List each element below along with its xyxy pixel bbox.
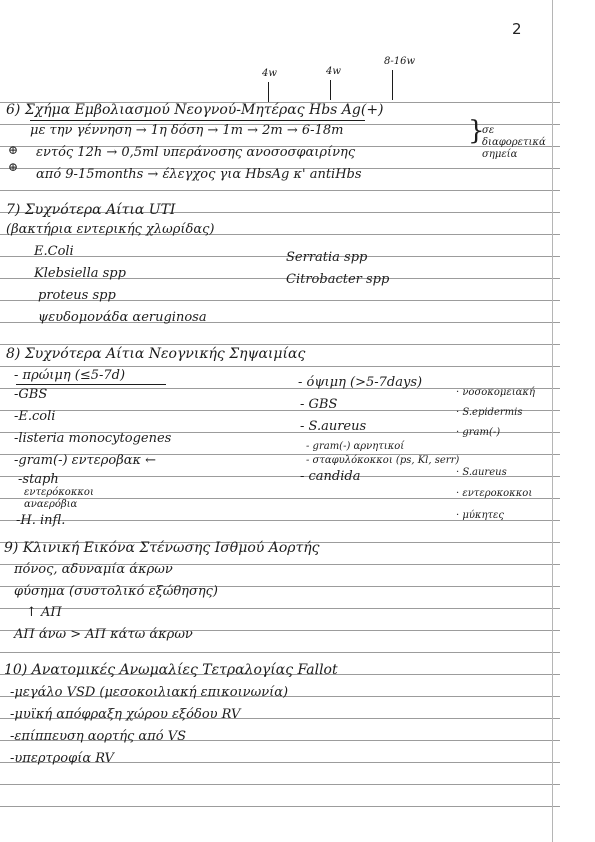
section-6-line: από 9-15months → έλεγχος για HbsAg κ' antiHbs [36, 167, 362, 182]
list-item: Citrobacter spp [286, 272, 390, 287]
section-7-title: 7) Συχνότερα Αίτια UTI [6, 202, 176, 218]
title-underline [30, 120, 365, 121]
brace-icon: } [468, 116, 485, 146]
list-item: πόνος, αδυναμία άκρων [14, 562, 173, 577]
list-item: Serratia spp [286, 250, 368, 265]
list-item: · S.epidermis [456, 407, 523, 418]
list-item: -staph [18, 472, 59, 487]
list-item: · νοσοκομειακή [456, 387, 535, 398]
list-item: -listeria monocytogenes [14, 431, 172, 446]
margin-line [552, 0, 553, 842]
early-onset-heading: - πρώιμη (≤5-7d) [14, 368, 126, 383]
ruled-line [0, 784, 560, 785]
list-item: φύσημα (συστολικό εξώθησης) [14, 584, 218, 599]
list-item: ψευδομονάδα αeruginosa [38, 310, 207, 325]
plus-circle-icon: ⊕ [8, 143, 19, 157]
down-arrow-icon [268, 82, 269, 102]
interval-label: 4w [262, 68, 277, 79]
list-item: - GBS [300, 397, 338, 412]
section-6-note: σε διαφορετικά σημεία [482, 125, 546, 160]
page-number: 2 [512, 20, 522, 38]
section-9-title: 9) Κλινική Εικόνα Στένωσης Ισθμού Αορτής [4, 540, 320, 556]
plus-circle-icon: ⊕ [8, 160, 19, 174]
list-item: · S.aureus [456, 467, 507, 478]
list-item: · gram(-) [456, 427, 501, 438]
ruled-line [0, 652, 560, 653]
list-item: -gram(-) εντεροβακ ← [14, 453, 157, 468]
list-item: proteus spp [38, 288, 116, 303]
list-item: -μεγάλο VSD (μεσοκοιλιακή επικοινωνία) [10, 685, 289, 700]
list-item: - σταφυλόκοκκοι (ps, Kl, serr) [306, 455, 460, 466]
list-item: -μυϊκή απόφραξη χώρου εξόδου RV [10, 707, 241, 722]
section-10-title: 10) Ανατομικές Ανωμαλίες Τετραλογίας Fallot [4, 662, 338, 678]
section-7-subtitle: (βακτήρια εντερικής χλωρίδας) [6, 222, 215, 237]
ruled-line [0, 806, 560, 807]
down-arrow-icon [330, 80, 331, 100]
list-item: αναερόβια [24, 499, 78, 510]
interval-label: 8-16w [384, 56, 416, 67]
list-item: · μύκητες [456, 510, 504, 521]
section-8-title: 8) Συχνότερα Αίτια Νεογνικής Σηψαιμίας [6, 346, 306, 362]
list-item: · εντεροκοκκοι [456, 488, 533, 499]
list-item: -υπερτροφία RV [10, 751, 114, 766]
section-6-line: εντός 12h → 0,5ml υπεράνοσης ανοσοσφαιρίνης [36, 145, 356, 160]
late-onset-heading: - όψιμη (>5-7days) [298, 375, 423, 390]
list-item: -E.coli [14, 409, 56, 424]
interval-label: 4w [326, 66, 341, 77]
list-item: -GBS [14, 387, 48, 402]
list-item: - candida [300, 469, 361, 484]
heading-underline [16, 384, 166, 385]
list-item: ΑΠ άνω > ΑΠ κάτω άκρων [14, 627, 193, 642]
list-item: E.Coli [34, 244, 74, 259]
section-6-line: με την γέννηση → 1η δόση → 1m → 2m → 6-18m [30, 123, 344, 138]
section-6-title: 6) Σχήμα Εμβολιασμού Νεογνού-Μητέρας Hbs Ag(+) [6, 102, 384, 118]
list-item: εντερόκοκκοι [24, 487, 94, 498]
ruled-line [0, 608, 560, 609]
list-item: -H. infl. [16, 513, 66, 528]
list-item: -επίππευση αορτής από VS [10, 729, 186, 744]
list-item: Klebsiella spp [34, 266, 126, 281]
down-arrow-icon [392, 70, 393, 100]
ruled-line [0, 256, 560, 257]
ruled-line [0, 190, 560, 191]
list-item: - S.aureus [300, 419, 367, 434]
ruled-line [0, 366, 560, 367]
ruled-line [0, 344, 560, 345]
list-item: ↑ ΑΠ [26, 605, 62, 620]
list-item: - gram(-) αρνητικοί [306, 441, 405, 452]
